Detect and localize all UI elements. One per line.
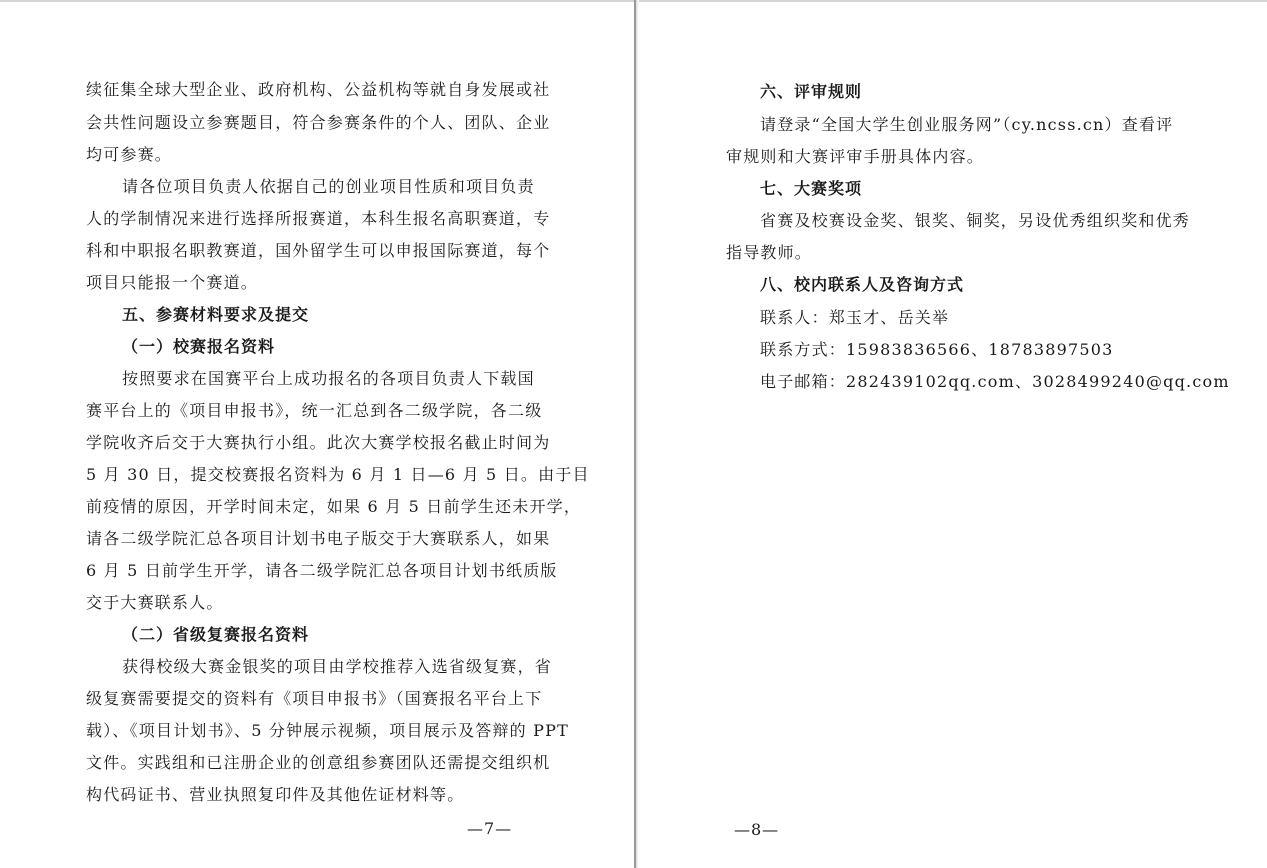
text-line: 请各位项目负责人依据自己的创业项目性质和项目负责 <box>122 177 535 196</box>
text-line: 获得校级大赛金银奖的项目由学校推荐入选省级复赛，省 <box>122 657 553 676</box>
text-line: 交于大赛联系人。 <box>86 593 224 612</box>
text-line: 构代码证书、营业执照复印件及其他佐证材料等。 <box>86 785 465 804</box>
text-line: 项目只能报一个赛道。 <box>86 273 259 292</box>
text-line: 级复赛需要提交的资料有《项目申报书》（国赛报名平台上下 <box>86 689 543 708</box>
subsection-heading: （一）校赛报名资料 <box>122 337 276 356</box>
text-line: 赛平台上的《项目申报书》，统一汇总到各二级学院，各二级 <box>86 401 543 420</box>
section-heading: 八、校内联系人及咨询方式 <box>760 275 965 294</box>
section-heading: 五、参赛材料要求及提交 <box>122 305 310 324</box>
text-line: 学院收齐后交于大赛执行小组。此次大赛学校报名截止时间为 <box>86 433 551 452</box>
text-line: 请各二级学院汇总各项目计划书电子版交于大赛联系人，如果 <box>86 529 551 548</box>
text-line: 指导教师。 <box>726 243 813 262</box>
page-number: —8— <box>734 820 780 839</box>
contact-person: 联系人：郑玉才、岳关举 <box>760 308 950 327</box>
text-line: 前疫情的原因，开学时间未定，如果 6 月 5 日前学生还未开学， <box>86 497 582 516</box>
text-line: 请登录“全国大学生创业服务网”（cy.ncss.cn）查看评 <box>760 115 1174 134</box>
text-line: 6 月 5 日前学生开学，请各二级学院汇总各项目计划书纸质版 <box>86 561 558 580</box>
page-8 <box>638 0 1267 868</box>
text-line: 续征集全球大型企业、政府机构、公益机构等就自身发展或社 <box>86 80 551 99</box>
text-line: 会共性问题设立参赛题目，符合参赛条件的个人、团队、企业 <box>86 113 551 132</box>
section-heading: 六、评审规则 <box>760 82 863 101</box>
text-line: 载）、《项目计划书》、5 分钟展示视频，项目展示及答辩的 PPT <box>86 721 569 740</box>
contact-phone: 联系方式：15983836566、18783897503 <box>760 340 1114 359</box>
text-line: 文件。实践组和已注册企业的创意组参赛团队还需提交组织机 <box>86 753 551 772</box>
text-line: 审规则和大赛评审手册具体内容。 <box>726 147 985 166</box>
text-line: 5 月 30 日，提交校赛报名资料为 6 月 1 日—6 月 5 日。由于目 <box>86 465 590 484</box>
text-line: 按照要求在国赛平台上成功报名的各项目负责人下载国 <box>122 369 535 388</box>
page-number: —7— <box>467 819 513 838</box>
text-line: 人的学制情况来进行选择所报赛道，本科生报名高职赛道，专 <box>86 209 551 228</box>
text-line: 科和中职报名职教赛道，国外留学生可以申报国际赛道，每个 <box>86 241 551 260</box>
subsection-heading: （二）省级复赛报名资料 <box>122 625 310 644</box>
section-heading: 七、大赛奖项 <box>760 179 863 198</box>
text-line: 省赛及校赛设金奖、银奖、铜奖，另设优秀组织奖和优秀 <box>760 211 1191 230</box>
contact-email: 电子邮箱：282439102qq.com、3028499240@qq.com <box>760 372 1230 391</box>
text-line: 均可参赛。 <box>86 145 173 164</box>
